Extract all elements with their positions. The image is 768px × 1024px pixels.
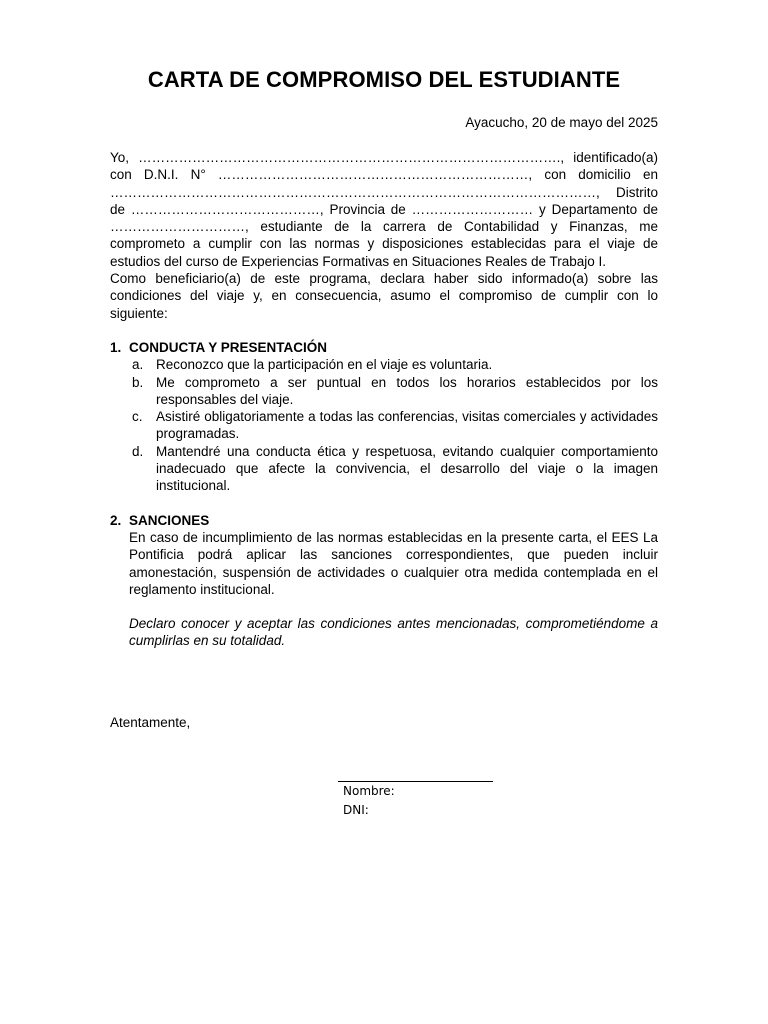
conduct-list xyxy=(110,356,658,494)
closing-text: Atentamente, xyxy=(110,715,191,730)
section-conducta xyxy=(110,339,658,495)
intro-paragraph: Como beneficiario(a) de este programa, declara haber sido informado(a) sobre las condiciones del viaje y, en consecuencia, asumo el compromiso de cumplir con lo siguiente: xyxy=(110,271,658,321)
document-page xyxy=(110,64,658,650)
section-title: SANCIONES xyxy=(129,512,210,528)
document-title: CARTA DE COMPROMISO DEL ESTUDIANTE xyxy=(147,67,621,92)
declaration-text: Declaro conocer y aceptar las condiciones antes mencionadas, comprometiéndome a cumplirlas en su totalidad. xyxy=(129,616,658,649)
list-item-letter: b. xyxy=(132,374,144,390)
signature-name-label: Nombre: xyxy=(343,784,395,798)
section-number: 1. xyxy=(110,339,122,355)
list-item xyxy=(110,443,658,495)
section-number: 2. xyxy=(110,512,122,528)
list-item-letter: c. xyxy=(132,409,143,425)
list-item-letter: a. xyxy=(132,357,144,373)
signature-dni-label: DNI: xyxy=(343,803,369,817)
section-heading xyxy=(110,339,658,356)
signature-block xyxy=(338,770,498,820)
signature-line xyxy=(338,770,493,782)
list-item-text: Mantendré una conducta ética y respetuosa, evitando cualquier comportamiento inadecuado que afecte la convivencia, el desarrollo del viaje o la imagen institucional. xyxy=(156,443,658,494)
document-date: Ayacucho, 20 de mayo del 2025 xyxy=(465,115,658,130)
intro-block xyxy=(110,149,658,322)
intro-paragraph: Yo, …………………………………………………………………………………., identificado(a) con D.N.I. N° ……………………………………………………………, con domicilio en ………………………………………………………………………………………………, Distrito de ……………………………………, Provincia de ……………………… y Departamento de …………………………, estudiante de la carrera de Contabilidad y Finanzas, me comprometo a cumplir con las normas y disposiciones establecidas para el viaje de estudios del curso de Experiencias Formativas en Situaciones Reales de Trabajo I. xyxy=(110,150,658,269)
list-item xyxy=(110,356,658,373)
list-item-text: Reconozco que la participación en el viaje es voluntaria. xyxy=(156,357,493,373)
section-heading xyxy=(110,512,658,529)
list-item xyxy=(110,374,658,409)
section-title: CONDUCTA Y PRESENTACIÓN xyxy=(129,339,328,355)
list-item-text: Asistiré obligatoriamente a todas las conferencias, visitas comerciales y actividades programadas. xyxy=(156,409,658,442)
section-body: En caso de incumplimiento de las normas establecidas en la presente carta, el EES La Pontificia podrá aplicar las sanciones correspondientes, que pueden incluir amonestación, suspensión de actividades o cualquier otra medida contemplada en el reglamento institucional. xyxy=(129,529,658,597)
list-item-letter: d. xyxy=(132,443,144,459)
section-sanciones xyxy=(110,512,658,598)
list-item xyxy=(110,408,658,443)
list-item-text: Me comprometo a ser puntual en todos los horarios establecidos por los responsables del viaje. xyxy=(156,374,658,407)
